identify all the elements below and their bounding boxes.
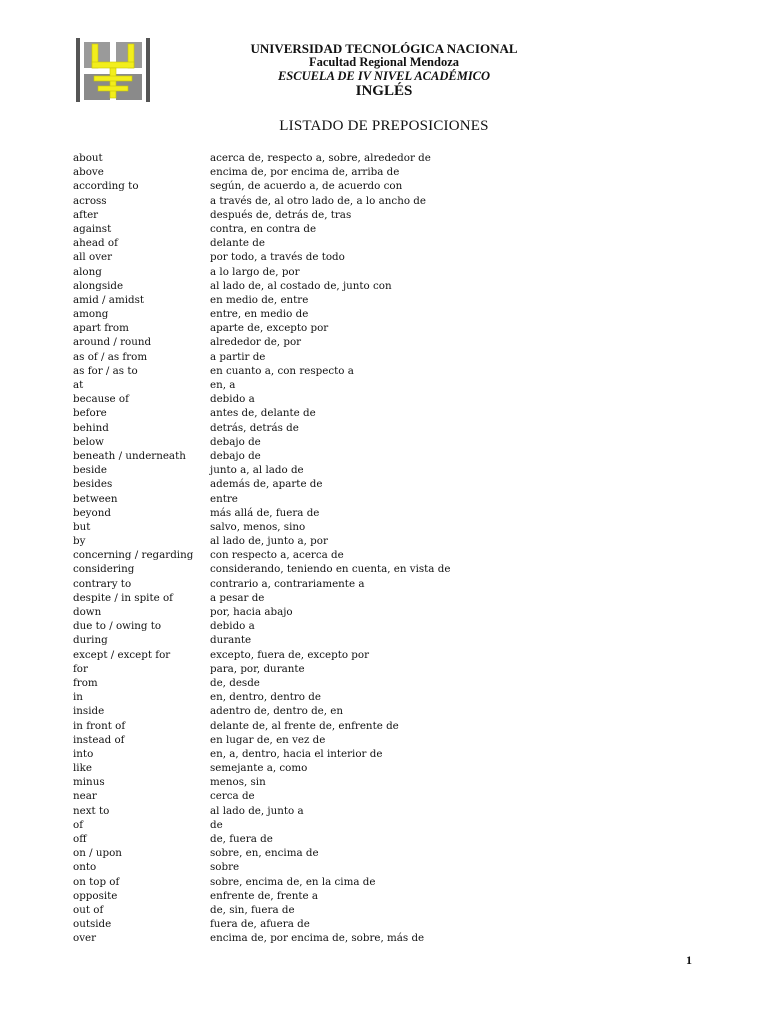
preposition-english: out of bbox=[73, 903, 104, 916]
list-item bbox=[73, 321, 473, 335]
list-item bbox=[73, 676, 473, 690]
preposition-spanish: contra, en contra de bbox=[210, 222, 317, 235]
preposition-english: due to / owing to bbox=[73, 620, 162, 633]
preposition-spanish: según, de acuerdo a, de acuerdo con bbox=[210, 180, 403, 193]
preposition-english: from bbox=[73, 676, 98, 689]
preposition-spanish: debido a bbox=[210, 393, 255, 406]
preposition-english: like bbox=[73, 762, 92, 775]
preposition-spanish: delante de, al frente de, enfrente de bbox=[210, 719, 399, 732]
list-item bbox=[73, 591, 473, 605]
list-item bbox=[73, 860, 473, 874]
preposition-english: opposite bbox=[73, 889, 118, 902]
preposition-english: concerning / regarding bbox=[73, 549, 194, 562]
preposition-english: except / except for bbox=[73, 648, 171, 661]
list-item bbox=[73, 931, 473, 945]
preposition-english: according to bbox=[73, 180, 139, 193]
list-item bbox=[73, 506, 473, 520]
preposition-english: along bbox=[73, 265, 102, 278]
preposition-english: inside bbox=[73, 705, 105, 718]
list-item bbox=[73, 279, 473, 293]
preposition-spanish: debido a bbox=[210, 620, 255, 633]
preposition-spanish: debajo de bbox=[210, 449, 261, 462]
preposition-spanish: junto a, al lado de bbox=[210, 464, 304, 477]
preposition-spanish: en lugar de, en vez de bbox=[210, 733, 326, 746]
list-item bbox=[73, 775, 473, 789]
list-item bbox=[73, 648, 473, 662]
list-item bbox=[73, 804, 473, 818]
preposition-spanish: encima de, por encima de, arriba de bbox=[210, 166, 400, 179]
preposition-spanish: adentro de, dentro de, en bbox=[210, 705, 344, 718]
list-item bbox=[73, 421, 473, 435]
list-item bbox=[73, 889, 473, 903]
preposition-english: minus bbox=[73, 776, 105, 789]
preposition-spanish: enfrente de, frente a bbox=[210, 889, 319, 902]
preposition-english: because of bbox=[73, 393, 129, 406]
preposition-english: besides bbox=[73, 478, 113, 491]
preposition-english: below bbox=[73, 435, 104, 448]
document-title: LISTADO DE PREPOSICIONES bbox=[279, 118, 489, 134]
preposition-spanish: alrededor de, por bbox=[210, 336, 302, 349]
preposition-spanish: delante de bbox=[210, 237, 265, 250]
list-item bbox=[73, 435, 473, 449]
preposition-spanish: en, a bbox=[210, 379, 236, 391]
preposition-spanish: fuera de, afuera de bbox=[210, 918, 310, 931]
list-item bbox=[73, 477, 473, 491]
preposition-spanish: al lado de, al costado de, junto con bbox=[210, 279, 392, 292]
preposition-spanish: en cuanto a, con respecto a bbox=[210, 364, 354, 377]
preposition-spanish: con respecto a, acerca de bbox=[210, 549, 344, 562]
preposition-spanish: durante bbox=[210, 634, 252, 647]
list-item bbox=[73, 392, 473, 406]
preposition-spanish: de, sin, fuera de bbox=[210, 903, 295, 916]
list-item bbox=[73, 690, 473, 704]
list-item bbox=[73, 733, 473, 747]
preposition-english: across bbox=[73, 194, 107, 207]
list-item bbox=[73, 662, 473, 676]
preposition-spanish: antes de, delante de bbox=[210, 407, 316, 420]
preposition-spanish: por, hacia abajo bbox=[210, 606, 293, 618]
list-item bbox=[73, 463, 473, 477]
preposition-english: apart from bbox=[73, 322, 129, 335]
preposition-spanish: al lado de, junto a bbox=[210, 804, 304, 817]
list-item bbox=[73, 520, 473, 534]
list-item bbox=[73, 875, 473, 889]
preposition-spanish: más allá de, fuera de bbox=[210, 506, 320, 519]
list-item bbox=[73, 335, 473, 349]
subject-name: INGLÉS bbox=[355, 83, 413, 99]
list-item bbox=[73, 364, 473, 378]
preposition-spanish: considerando, teniendo en cuenta, en vista de bbox=[210, 563, 451, 576]
preposition-english: all over bbox=[73, 251, 113, 264]
utn-logo bbox=[72, 36, 154, 108]
preposition-spanish: excepto, fuera de, excepto por bbox=[210, 648, 370, 661]
list-item bbox=[73, 577, 473, 591]
list-item bbox=[73, 250, 473, 264]
list-item bbox=[73, 619, 473, 633]
preposition-english: after bbox=[73, 208, 99, 221]
page-number: 1 bbox=[686, 953, 692, 967]
prepositions-list bbox=[73, 151, 473, 946]
list-item bbox=[73, 605, 473, 619]
preposition-english: alongside bbox=[73, 279, 124, 292]
preposition-english: contrary to bbox=[73, 577, 132, 590]
preposition-spanish: encima de, por encima de, sobre, más de bbox=[210, 932, 425, 945]
list-item bbox=[73, 165, 473, 179]
preposition-english: behind bbox=[73, 421, 109, 434]
list-item bbox=[73, 719, 473, 733]
preposition-english: among bbox=[73, 308, 109, 321]
preposition-english: on / upon bbox=[73, 847, 122, 860]
list-item bbox=[73, 747, 473, 761]
preposition-english: off bbox=[73, 833, 87, 845]
preposition-spanish: sobre, encima de, en la cima de bbox=[210, 875, 376, 888]
preposition-english: in bbox=[73, 691, 83, 704]
list-item bbox=[73, 151, 473, 165]
preposition-spanish: a través de, al otro lado de, a lo ancho de bbox=[210, 194, 426, 207]
preposition-spanish: debajo de bbox=[210, 435, 261, 448]
preposition-english: onto bbox=[73, 861, 97, 874]
preposition-spanish: salvo, menos, sino bbox=[210, 520, 306, 533]
preposition-spanish: contrario a, contrariamente a bbox=[210, 577, 365, 590]
preposition-english: considering bbox=[73, 563, 135, 576]
preposition-spanish: sobre, en, encima de bbox=[210, 847, 319, 860]
preposition-english: despite / in spite of bbox=[73, 591, 173, 604]
preposition-spanish: al lado de, junto a, por bbox=[210, 535, 328, 548]
preposition-spanish: semejante a, como bbox=[210, 762, 308, 775]
preposition-english: instead of bbox=[73, 733, 125, 746]
preposition-english: beside bbox=[73, 464, 107, 477]
preposition-spanish: detrás, detrás de bbox=[210, 421, 299, 434]
preposition-spanish: por todo, a través de todo bbox=[210, 251, 345, 264]
preposition-spanish: en medio de, entre bbox=[210, 293, 309, 306]
list-item bbox=[73, 236, 473, 250]
preposition-english: during bbox=[73, 634, 108, 647]
list-item bbox=[73, 789, 473, 803]
list-item bbox=[73, 492, 473, 506]
preposition-spanish: a pesar de bbox=[210, 591, 265, 604]
faculty-name: Facultad Regional Mendoza bbox=[309, 55, 459, 69]
preposition-english: near bbox=[73, 790, 97, 803]
preposition-spanish: entre, en medio de bbox=[210, 308, 309, 321]
list-item bbox=[73, 548, 473, 562]
preposition-english: amid / amidst bbox=[73, 293, 145, 306]
preposition-spanish: de bbox=[210, 818, 223, 831]
preposition-spanish: menos, sin bbox=[210, 776, 266, 789]
list-item bbox=[73, 903, 473, 917]
preposition-english: ahead of bbox=[73, 237, 118, 250]
preposition-english: for bbox=[73, 662, 88, 675]
list-item bbox=[73, 265, 473, 279]
list-item bbox=[73, 534, 473, 548]
preposition-spanish: aparte de, excepto por bbox=[210, 322, 329, 335]
list-item bbox=[73, 208, 473, 222]
preposition-english: about bbox=[73, 152, 103, 164]
school-name: ESCUELA DE IV NIVEL ACADÉMICO bbox=[277, 69, 491, 83]
preposition-english: into bbox=[73, 747, 94, 760]
preposition-spanish: de, desde bbox=[210, 676, 260, 689]
list-item bbox=[73, 449, 473, 463]
preposition-spanish: a lo largo de, por bbox=[210, 265, 300, 278]
list-item bbox=[73, 222, 473, 236]
preposition-spanish: acerca de, respecto a, sobre, alrededor de bbox=[210, 152, 431, 164]
preposition-english: at bbox=[73, 379, 84, 391]
list-item bbox=[73, 832, 473, 846]
preposition-english: over bbox=[73, 932, 97, 945]
list-item bbox=[73, 818, 473, 832]
preposition-english: in front of bbox=[73, 719, 126, 732]
preposition-spanish: en, a, dentro, hacia el interior de bbox=[210, 747, 383, 760]
preposition-english: down bbox=[73, 606, 102, 618]
preposition-english: of bbox=[73, 818, 84, 831]
preposition-english: outside bbox=[73, 918, 112, 931]
list-item bbox=[73, 194, 473, 208]
institution-header bbox=[150, 42, 618, 100]
preposition-english: but bbox=[73, 520, 91, 533]
list-item bbox=[73, 350, 473, 364]
preposition-english: as for / as to bbox=[73, 364, 138, 377]
university-name: UNIVERSIDAD TECNOLÓGICA NACIONAL bbox=[250, 41, 518, 56]
list-item bbox=[73, 406, 473, 420]
list-item bbox=[73, 562, 473, 576]
list-item bbox=[73, 704, 473, 718]
list-item bbox=[73, 378, 473, 392]
preposition-english: beyond bbox=[73, 506, 111, 519]
list-item bbox=[73, 633, 473, 647]
preposition-spanish: además de, aparte de bbox=[210, 478, 323, 491]
preposition-english: beneath / underneath bbox=[73, 449, 186, 462]
list-item bbox=[73, 293, 473, 307]
preposition-english: above bbox=[73, 166, 104, 179]
preposition-spanish: en, dentro, dentro de bbox=[210, 691, 321, 704]
preposition-english: between bbox=[73, 492, 118, 505]
preposition-english: around / round bbox=[73, 336, 152, 349]
preposition-spanish: después de, detrás de, tras bbox=[210, 208, 352, 221]
list-item bbox=[73, 761, 473, 775]
preposition-english: against bbox=[73, 222, 112, 235]
preposition-spanish: cerca de bbox=[210, 790, 255, 803]
list-item bbox=[73, 846, 473, 860]
preposition-spanish: para, por, durante bbox=[210, 662, 305, 675]
preposition-english: as of / as from bbox=[73, 350, 148, 363]
preposition-english: by bbox=[73, 535, 86, 548]
list-item bbox=[73, 307, 473, 321]
preposition-spanish: a partir de bbox=[210, 350, 266, 363]
preposition-spanish: sobre bbox=[210, 861, 240, 874]
preposition-spanish: de, fuera de bbox=[210, 833, 273, 845]
preposition-english: on top of bbox=[73, 875, 120, 888]
preposition-english: before bbox=[73, 407, 107, 420]
preposition-english: next to bbox=[73, 804, 110, 817]
list-item bbox=[73, 179, 473, 193]
utn-emblem-icon bbox=[72, 36, 154, 108]
list-item bbox=[73, 917, 473, 931]
preposition-spanish: entre bbox=[210, 492, 238, 505]
